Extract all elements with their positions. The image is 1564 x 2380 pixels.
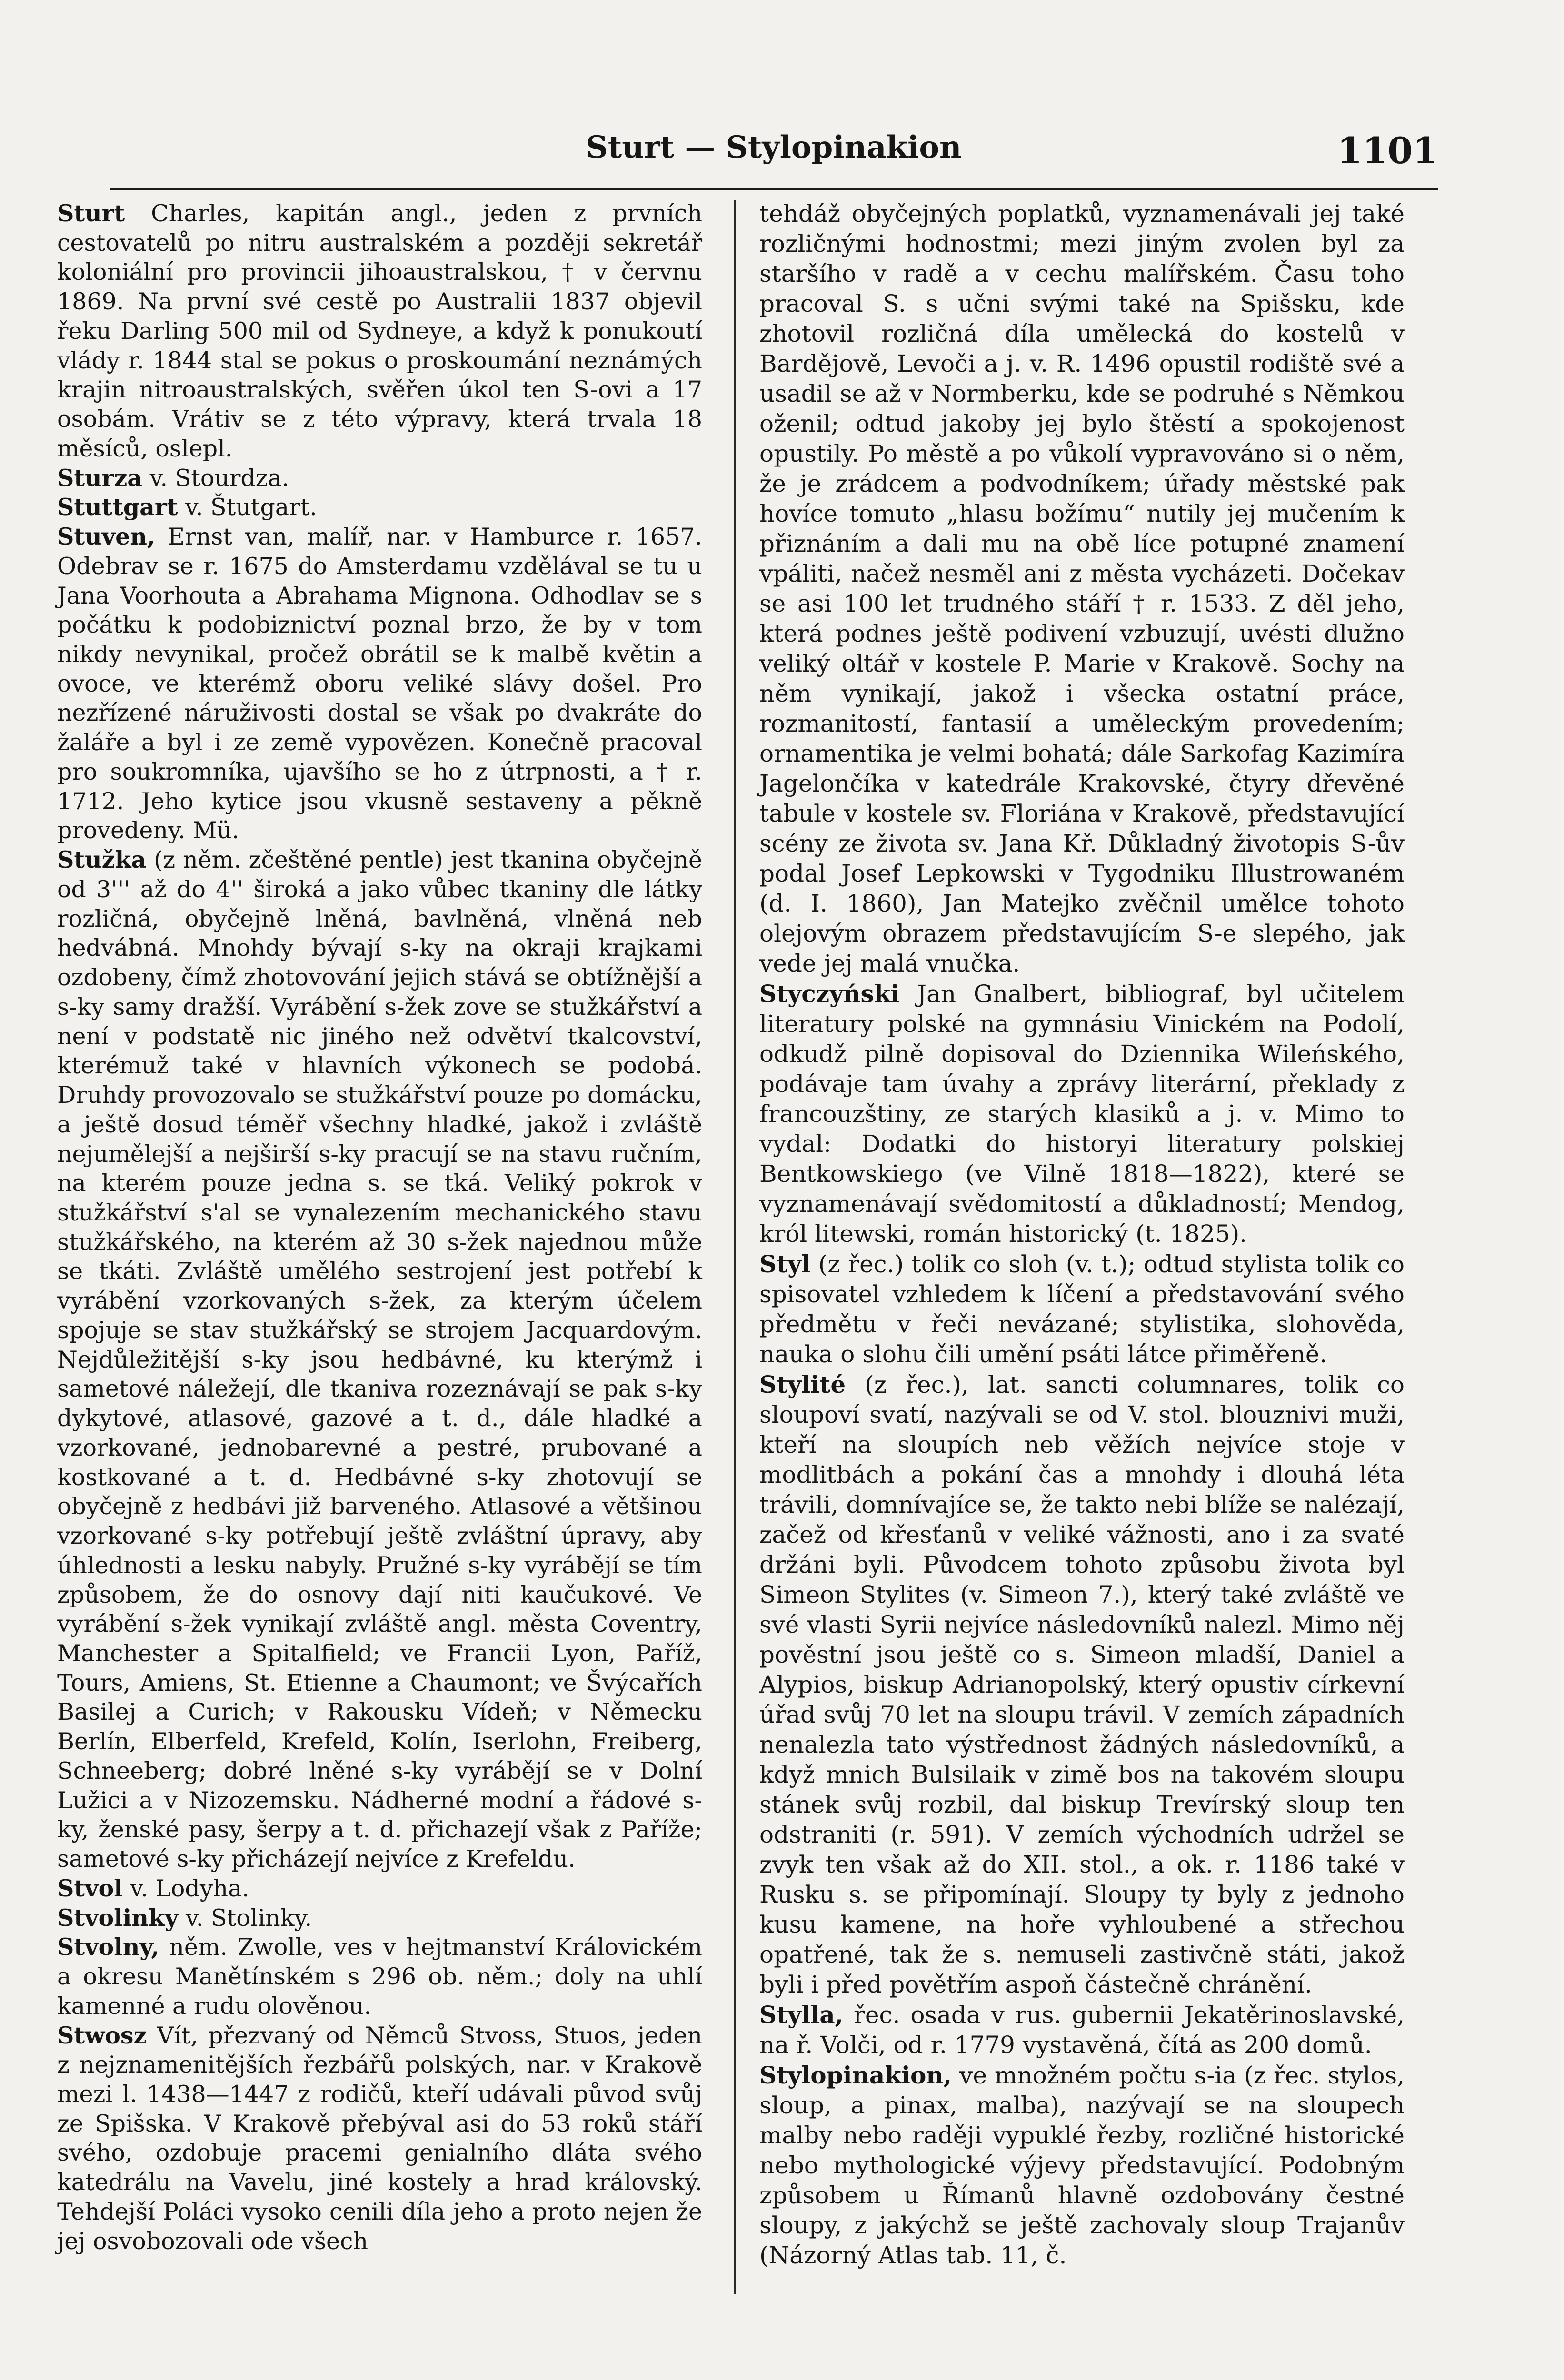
entry-headword: Stwosz (57, 2021, 147, 2049)
dictionary-entry (57, 845, 702, 1874)
entry-text: Ernst van, malíř, nar. v Hamburce r. 1657. Odebrav se r. 1675 do Amsterdamu vzdělával se tu u Jana Voorhouta a Abrahama Mignona. Odhodlav se s počátku k podobiznictví poznal brzo, že by v tom nikdy nevynikal, pročež obrátil se k malbě květin a ovoce, ve kterémž oboru veliké slávy došel. Pro nezřízené náruživosti dostal se však po dvakráte do žaláře a byl i ze země vypovězen. Konečně pracoval pro soukromníka, ujavšího se ho z útrpnosti, a † r. 1712. Jeho kytice jsou vkusně sestaveny a pěkně provedeny. Mü. (57, 523, 702, 844)
entry-text: Jan Gnalbert, bibliograf, byl učitelem literatury polské na gymnásiu Vinickém na Podolí, odkudž pilně dopisoval do Dziennika Wileńského, podávaje tam úvahy a zprávy literární, překlady z francouzštiny, ze starých klasiků a j. v. Mimo to vydal: Dodatki do historyi literatury polskiej Bentkowskiego (ve Vilně 1818—1822), které se vyznamenávají svědomitostí a důkladností; Mendog, król litewski, román historický (t. 1825). (759, 980, 1405, 1248)
dictionary-entry (759, 979, 1405, 1249)
dictionary-entry (759, 2000, 1405, 2060)
dictionary-entry (759, 1369, 1405, 2000)
entry-headword: Stylité (759, 1370, 846, 1398)
dictionary-entry (57, 493, 702, 522)
entry-text: (z řec.), lat. sancti columnares, tolik co sloupoví svatí, nazývali se od V. stol. blouznivi muži, kteří na sloupích neb věžích nejvíce stoje v modlitbách a pokání čas a mnohdy i dlouhá léta trávili, domnívajíce se, že takto nebi blíže se nalézají, začež od křesťanů v veliké vážnosti, ano i za svaté držáni byli. Původcem tohoto způsobu života byl Simeon Stylites (v. Simeon 7.), který také zvláště ve své vlasti Syrii nejvíce následovníků nalezl. Mimo něj pověstní jsou ještě co s. Simeon mladší, Daniel a Alypios, biskup Adrianopolský, který opustiv církevní úřad svůj 70 let na sloupu trávil. V zemích západních nenalezla tato výstřednost žádných následovníků, a když mnich Bulsilaik v zimě bos na takovém sloupu stánek svůj rozbil, dal biskup Trevírský sloup ten odstraniti (r. 591). V zemích východních udržel se zvyk ten však až do XII. stol., a ok. r. 1186 také v Rusku s. se připomínají. Sloupy ty byly z jednoho kusu kamene, na hoře vyhloubené a střechou opatřené, tak že s. nemuseli zastivčně státi, jakož byli i před povětřím aspoň částečně chránění. (759, 1371, 1405, 1998)
dictionary-entry (57, 199, 702, 464)
dictionary-entry (57, 2021, 702, 2256)
dictionary-entry (759, 1249, 1405, 1369)
running-head: Sturt — Stylopinakion (586, 129, 962, 165)
entry-text: v. Stourdza. (142, 464, 289, 492)
entry-headword: Stužka (57, 846, 147, 874)
header-rule (110, 188, 1438, 190)
dictionary-entry (57, 464, 702, 493)
entry-headword: Stylla, (759, 2001, 844, 2029)
left-column (57, 199, 702, 2256)
entry-text: v. Stolinky. (178, 1904, 312, 1932)
page-number: 1101 (1337, 129, 1438, 172)
entry-headword: Stvolny, (57, 1933, 159, 1961)
entry-headword: Stuven, (57, 523, 155, 551)
right-column (759, 199, 1405, 2271)
entry-text: ve množném počtu s-ia (z řec. stylos, sloup, a pinax, malba), nazývají se na sloupech malby nebo raději vypuklé řezby, rozličné historické nebo mythologické výjevy představující. Podobným způsobem u Římanů hlavně ozdobovány čestné sloupy, z jakýchž se ještě zachovaly sloup Trajanův (Názorný Atlas tab. 11, č. (759, 2062, 1405, 2269)
entry-headword: Stvol (57, 1874, 123, 1902)
entry-headword: Styl (759, 1250, 811, 1278)
entry-text: (z řec.) tolik co sloh (v. t.); odtud stylista tolik co spisovatel vzhledem k líčení a představování svého předmětu v řeči nevázané; stylistika, slohověda, nauka o slohu čili umění psáti látce přiměřeně. (759, 1250, 1405, 1368)
entry-text: řec. osada v rus. gubernii Jekatěrinoslavské, na ř. Volči, od r. 1779 vystavěná, čítá as 200 domů. (759, 2001, 1405, 2059)
entry-text: (z něm. zčeštěné pentle) jest tkanina obyčejně od 3''' až do 4'' široká a jako vůbec tkaniny dle látky rozličná, obyčejně lněná, bavlněná, vlněná neb hedvábná. Mnohdy bývají s-ky na okraji krajkami ozdobeny, čímž zhotovování jejich stává se obtížnější a s-ky samy dražší. Vyrábění s-žek zove se stužkářství a není v podstatě nic jiného než odvětví tkalcovství, kterémuž také v hlavních výkonech se podobá. Druhdy provozovalo se stužkářství pouze po domácku, a ještě dosud téměř všechny hladké, jakož i zvláště nejumělejší a nejširší s-ky pracují se na stavu ručním, na kterém pouze jedna s. se tká. Veliký pokrok v stužkářství s'al se vynalezením mechanického stavu stužkářského, na kterém až 30 s-žek najednou může se tkáti. Zvláště umělého sestrojení jest potřebí k vyrábění vzorkovaných s-žek, za kterým účelem spojuje se stav stužkářský se strojem Jacquardovým. Nejdůležitější s-ky jsou hedbávné, ku kterýmž i sametové náležejí, dle tkaniva rozeznávají se pak s-ky dykytové, atlasové, gazové a t. d., dále hladké a vzorkované, jednobarevné a pestré, prubované a kostkované a t. d. Hedbávné s-ky zhotovují se obyčejně z hedbávi již barveného. Atlasové a většinou vzorkované s-ky potřebují ještě zvláštní úpravy, aby úhlednosti a lesku nabyly. Pružné s-ky vyrábějí se tím způsobem, že do osnovy dají niti kaučukové. Ve vyrábění s-žek vynikají zvláště angl. města Coventry, Manchester a Spitalfield; ve Francii Lyon, Paříž, Tours, Amiens, St. Etienne a Chaumont; ve Švýcařích Basilej a Curich; v Rakousku Vídeň; v Německu Berlín, Elberfeld, Krefeld, Kolín, Iserlohn, Freiberg, Schneeberg; dobré lněné s-ky vyrábějí se v Dolní Lužici a v Nizozemsku. Nádherné modní a řádové s-ky, ženské pasy, šerpy a t. d. přichazejí však z Paříže; sametové s-ky přicházejí nejvíce z Krefeldu. (57, 846, 702, 1873)
dictionary-entry (57, 1933, 702, 2021)
entry-text: v. Štutgart. (178, 494, 317, 521)
entry-headword: Sturza (57, 464, 143, 492)
entry-text: Charles, kapitán angl., jeden z prvních cestovatelů po nitru australském a později sekretář koloniální pro provincii jihoaustralskou, † v červnu 1869. Na první své cestě po Australii 1837 objevil řeku Darling 500 mil od Sydneye, a když k ponukoutí vlády r. 1844 stal se pokus o proskoumání neznámých krajin nitroaustralských, svěřen úkol ten S-ovi a 17 osobám. Vrátiv se z této výpravy, která trvala 18 měsíců, oslepl. (57, 200, 702, 462)
page-header (110, 129, 1438, 182)
dictionary-entry (57, 1904, 702, 1933)
entry-headword: Stylopinakion, (759, 2061, 952, 2089)
dictionary-entry (759, 2060, 1405, 2271)
entry-text: něm. Zwolle, ves v hejtmanství Královickém a okresu Manětínském s 296 ob. něm.; doly na uhlí kamenné a rudu olověnou. (57, 1934, 702, 2020)
entry-headword: Stuttgart (57, 493, 178, 521)
entry-text: tehdáž obyčejných poplatků, vyznamenávali jej také rozličnými hodnostmi; mezi jiným zvolen byl za staršího v radě a v cechu malířském. Času toho pracoval S. s učni svými také na Spišsku, kde zhotovil rozličná díla umělecká do kostelů v Bardějově, Levoči a j. v. R. 1496 opustil rodiště své a usadil se až v Normberku, kde se podruhé s Němkou oženil; odtud jakoby jej bylo štěstí a spokojenost opustily. Po městě a po vůkolí vypravováno si o něm, že je zrádcem a podvodníkem; úřady městské pak hovíce tomuto „hlasu božímu“ nutily jej mučením k přiznáním a dali mu na obě líce potupné znamení vpáliti, načež nesměl ani z města vycházeti. Dočekav se asi 100 let trudného stáří † r. 1533. Z děl jeho, která podnes ještě podivení vzbuzují, uvésti dlužno veliký oltář v kostele P. Marie v Krakově. Sochy na něm vynikají, jakož i všecka ostatní práce, rozmanitostí, fantasií a uměleckým provedením; ornamentika je velmi bohatá; dále Sarkofag Kazimíra Jagelončíka v katedrále Krakovské, čtyry dřevěné tabule v kostele sv. Floriána v Krakově, představující scény ze života sv. Jana Kř. Důkladný životopis S-ův podal Josef Lepkowski v Tygodniku Illustrowaném (d. I. 1860), Jan Matejko zvěčnil umělce tohoto olejovým obrazem představujícím S-e slepého, jak vede jej malá vnučka. (759, 200, 1405, 977)
dictionary-entry (57, 1874, 702, 1904)
entry-headword: Stvolinky (57, 1904, 179, 1932)
entry-headword: Sturt (57, 199, 125, 227)
entry-headword: Styczyński (759, 980, 900, 1008)
dictionary-entry (57, 522, 702, 845)
entry-text: v. Lodyha. (122, 1874, 249, 1902)
entry-text: Vít, přezvaný od Němců Stvoss, Stuos, jeden z nejznamenitějších řezbářů polských, nar. v Krakově mezi l. 1438—1447 z rodičů, kteří udávali původ svůj ze Spišska. V Krakově přebýval asi do 53 roků stáří svého, ozdobuje pracemi genialního dláta svého katedrálu na Vavelu, jiné kostely a hrad královský. Tehdejší Poláci vysoko cenili díla jeho a proto nejen že jej osvobozovali ode všech (57, 2022, 702, 2255)
column-divider (734, 200, 736, 2294)
dictionary-entry (759, 199, 1405, 979)
